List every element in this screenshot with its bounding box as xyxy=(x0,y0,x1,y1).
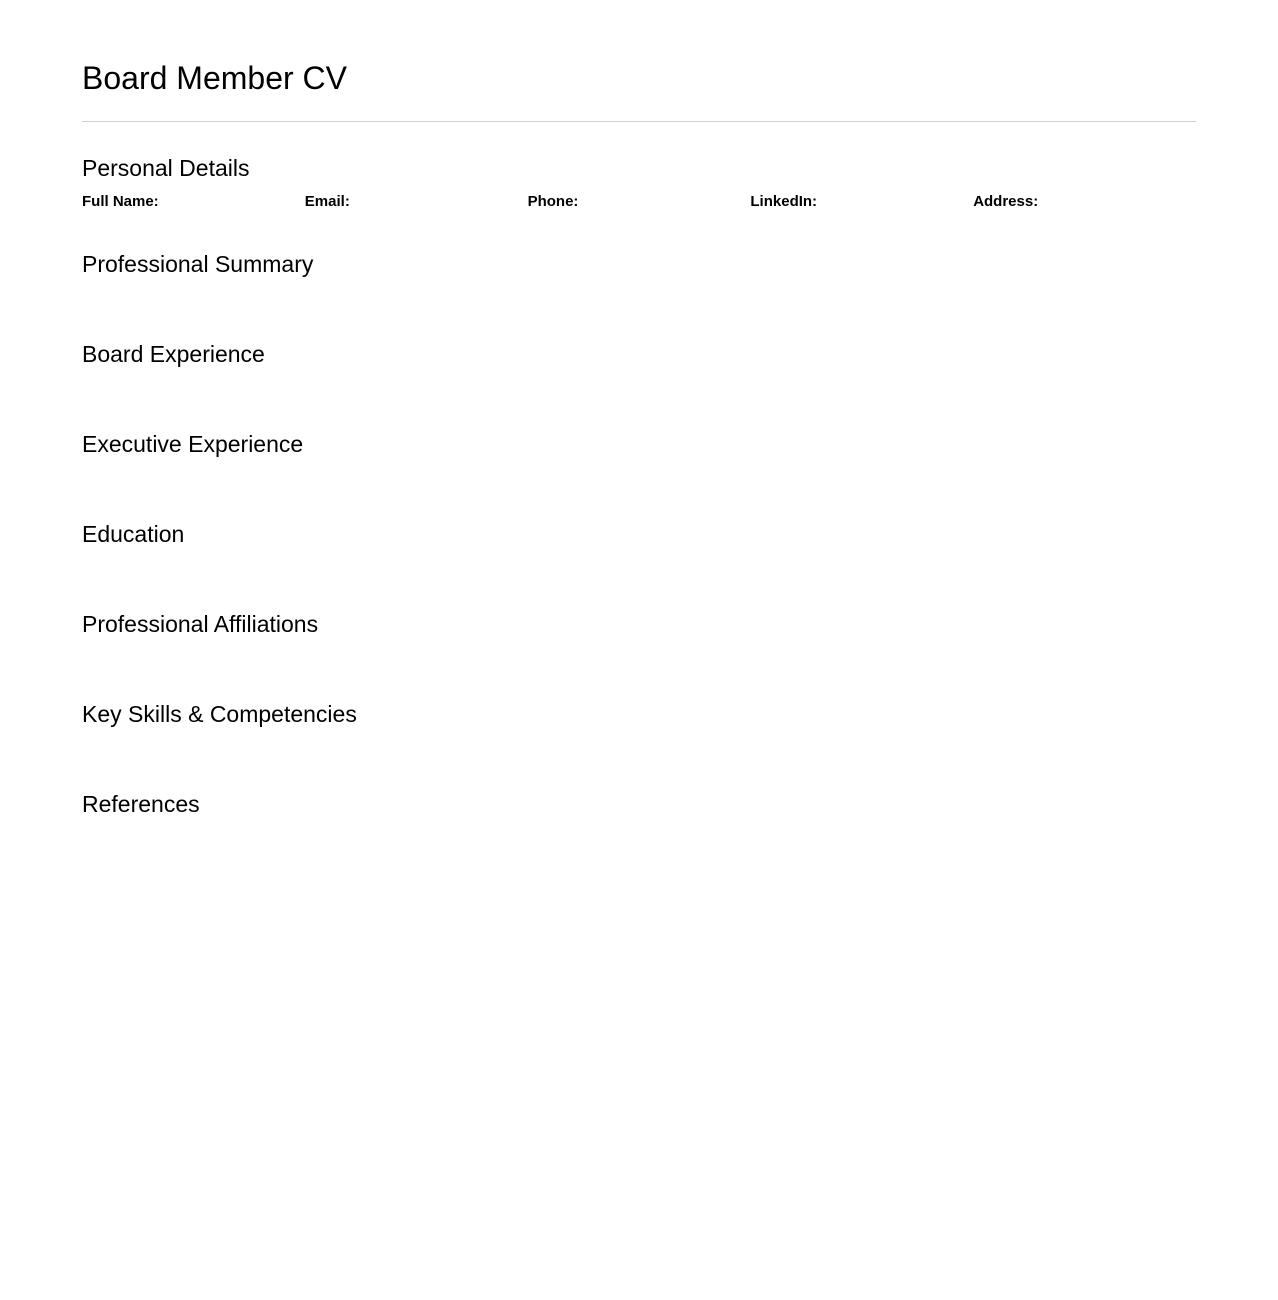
professional-affiliations-heading: Professional Affiliations xyxy=(82,611,319,637)
phone-label: Phone: xyxy=(527,193,579,210)
page-title: Board Member CV xyxy=(82,60,347,96)
key-skills-heading: Key Skills & Competencies xyxy=(82,701,357,727)
email-label: Email: xyxy=(304,193,350,210)
professional-summary-heading: Professional Summary xyxy=(82,251,314,277)
divider xyxy=(82,121,1196,122)
personal-details-heading: Personal Details xyxy=(82,155,250,181)
board-experience-heading: Board Experience xyxy=(82,341,265,367)
linkedin-label: LinkedIn: xyxy=(750,193,818,210)
education-heading: Education xyxy=(82,521,185,547)
executive-experience-heading: Executive Experience xyxy=(82,431,304,457)
address-label: Address: xyxy=(973,193,1039,210)
personal-details-fields xyxy=(82,193,1196,211)
references-heading: References xyxy=(82,791,200,817)
full-name-label: Full Name: xyxy=(82,193,159,210)
